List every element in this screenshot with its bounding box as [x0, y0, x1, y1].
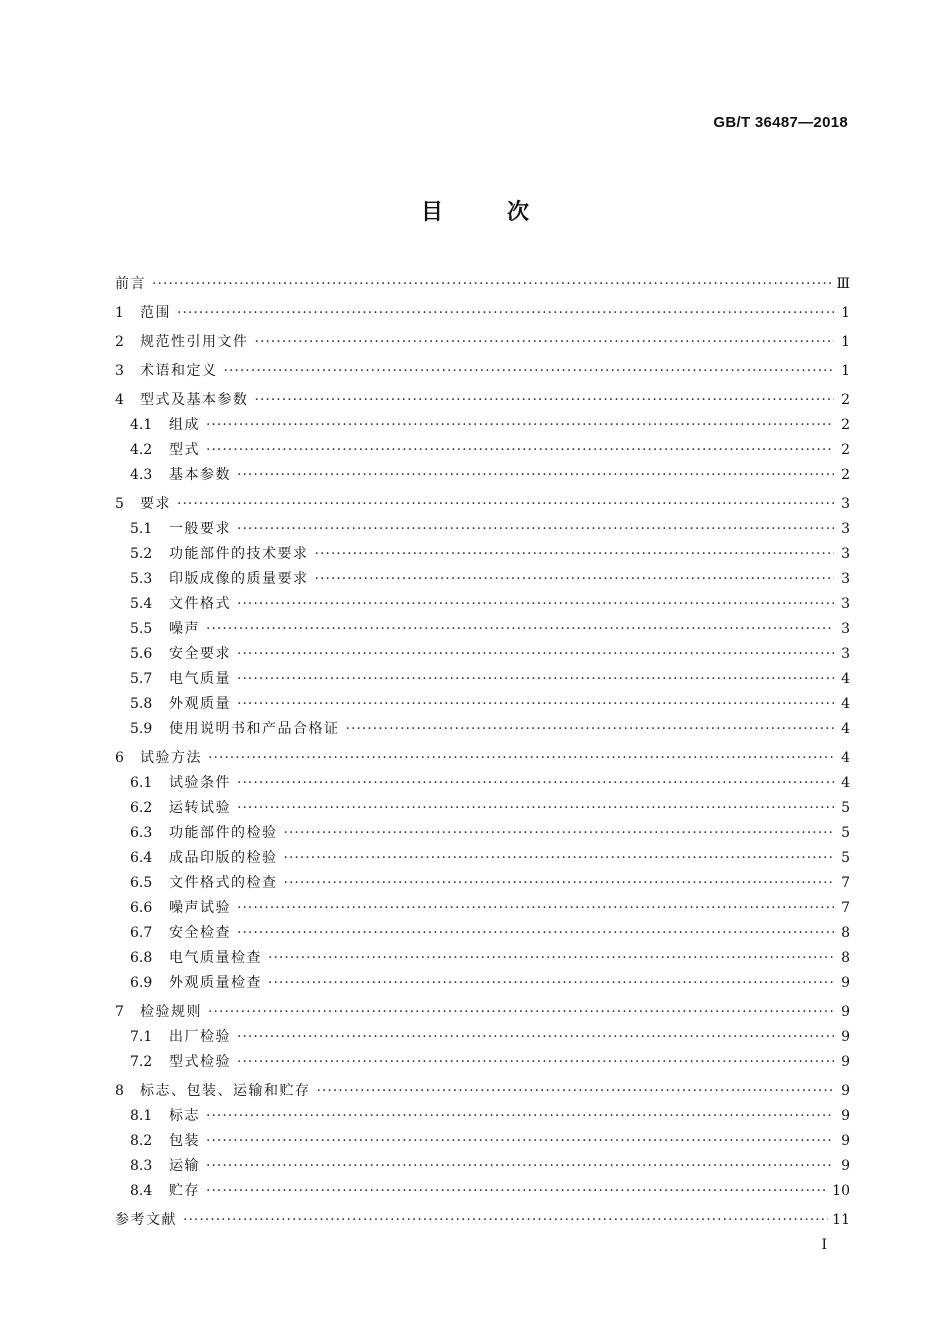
toc-entry-number: 4.3: [130, 467, 153, 483]
toc-entry-title: 试验条件: [169, 775, 231, 791]
toc-leader-dots: [183, 1208, 828, 1233]
toc-entry-page: 1: [841, 305, 850, 321]
toc-entry-number: 6.2: [130, 800, 153, 816]
toc-entry-number: 6: [115, 750, 124, 766]
toc-entry-number: 8.1: [130, 1108, 153, 1124]
page-title: [0, 195, 950, 226]
toc-leader-dots: [237, 1025, 834, 1050]
toc-entry-page: 2: [841, 442, 850, 458]
toc-entry-number: 5: [115, 496, 124, 512]
toc-entry-title: 电气质量: [169, 671, 231, 687]
toc-entry-title: 参考文献: [115, 1212, 177, 1228]
toc-leader-dots: [284, 846, 835, 871]
toc-entry-number: 5.9: [130, 721, 153, 737]
toc-entry-title: 包装: [169, 1133, 200, 1149]
toc-leader-dots: [237, 692, 834, 717]
toc-entry-number: 7: [115, 1004, 124, 1020]
toc-entry[interactable]: [115, 796, 850, 821]
toc-entry-page: 3: [841, 546, 850, 562]
toc-entry-title: 文件格式: [169, 596, 231, 612]
toc-leader-dots: [206, 1179, 828, 1204]
toc-entry-title: 安全要求: [169, 646, 231, 662]
toc-entry-page: 1: [841, 363, 850, 379]
toc-leader-dots: [237, 1050, 834, 1075]
toc-leader-dots: [346, 717, 835, 742]
toc-entry-title: 出厂检验: [169, 1029, 231, 1045]
toc-leader-dots: [237, 592, 834, 617]
toc-entry[interactable]: [115, 1154, 850, 1179]
toc-entry-number: 5.1: [130, 521, 153, 537]
toc-entry-title: 贮存: [169, 1183, 200, 1199]
toc-entry-number: 5.7: [130, 671, 153, 687]
toc-leader-dots: [268, 946, 834, 971]
toc-entry-page: 3: [841, 621, 850, 637]
toc-leader-dots: [315, 567, 835, 592]
toc-entry-title: 使用说明书和产品合格证: [169, 721, 340, 737]
toc-entry[interactable]: [115, 492, 850, 517]
toc-entry-page: 3: [841, 496, 850, 512]
toc-leader-dots: [237, 667, 834, 692]
toc-entry[interactable]: [115, 388, 850, 413]
toc-entry-title: 型式检验: [169, 1054, 231, 1070]
toc-entry-page: 4: [841, 696, 850, 712]
toc-leader-dots: [315, 542, 835, 567]
toc-entry[interactable]: [115, 463, 850, 488]
table-of-contents: [115, 272, 850, 1233]
toc-entry[interactable]: [115, 692, 850, 717]
toc-leader-dots: [152, 272, 832, 297]
toc-entry-page: Ⅲ: [836, 276, 850, 292]
toc-entry-number: 7.1: [130, 1029, 153, 1045]
toc-entry-number: 4.2: [130, 442, 153, 458]
toc-entry-page: 3: [841, 521, 850, 537]
toc-leader-dots: [208, 1000, 834, 1025]
toc-leader-dots: [206, 438, 834, 463]
toc-entry[interactable]: [115, 1025, 850, 1050]
toc-entry[interactable]: [115, 717, 850, 742]
toc-entry-title: 印版成像的质量要求: [169, 571, 309, 587]
toc-entry-page: 9: [841, 1029, 850, 1045]
toc-entry-number: 6.9: [130, 975, 153, 991]
toc-entry-number: 5.6: [130, 646, 153, 662]
toc-entry-title: 组成: [169, 417, 200, 433]
toc-entry-page: 5: [841, 800, 850, 816]
toc-entry-title: 范围: [140, 305, 171, 321]
page-title-char-1: 目: [420, 200, 443, 225]
toc-entry-number: 4.1: [130, 417, 153, 433]
toc-leader-dots: [208, 746, 834, 771]
toc-entry-page: 2: [841, 467, 850, 483]
toc-entry-title: 运输: [169, 1158, 200, 1174]
toc-entry-page: 7: [841, 900, 850, 916]
page-title-char-2: 次: [506, 200, 529, 225]
toc-entry-title: 电气质量检查: [169, 950, 262, 966]
toc-entry[interactable]: [115, 846, 850, 871]
toc-leader-dots: [177, 492, 834, 517]
toc-entry-title: 标志、包装、运输和贮存: [140, 1083, 311, 1099]
toc-entry[interactable]: [115, 272, 850, 297]
toc-entry[interactable]: [115, 1079, 850, 1104]
toc-leader-dots: [237, 463, 834, 488]
toc-leader-dots: [224, 359, 835, 384]
toc-entry[interactable]: [115, 359, 850, 384]
toc-entry[interactable]: [115, 946, 850, 971]
toc-entry-page: 2: [841, 417, 850, 433]
toc-leader-dots: [206, 617, 834, 642]
toc-entry-page: 8: [841, 950, 850, 966]
toc-leader-dots: [206, 1154, 834, 1179]
toc-entry-page: 9: [841, 975, 850, 991]
toc-entry-title: 型式及基本参数: [140, 392, 249, 408]
toc-entry-title: 噪声试验: [169, 900, 231, 916]
toc-entry[interactable]: [115, 896, 850, 921]
toc-entry[interactable]: [115, 517, 850, 542]
toc-leader-dots: [237, 796, 834, 821]
toc-entry-title: 标志: [169, 1108, 200, 1124]
toc-entry-title: 运转试验: [169, 800, 231, 816]
toc-entry-number: 7.2: [130, 1054, 153, 1070]
toc-entry-number: 6.8: [130, 950, 153, 966]
toc-entry[interactable]: [115, 1000, 850, 1025]
toc-entry[interactable]: [115, 542, 850, 567]
toc-entry-number: 8.2: [130, 1133, 153, 1149]
toc-entry-page: 7: [841, 875, 850, 891]
toc-entry[interactable]: [115, 642, 850, 667]
toc-entry-number: 6.6: [130, 900, 153, 916]
toc-entry[interactable]: [115, 1129, 850, 1154]
toc-leader-dots: [237, 921, 834, 946]
toc-entry[interactable]: [115, 667, 850, 692]
toc-entry[interactable]: [115, 1179, 850, 1204]
toc-entry-page: 9: [841, 1133, 850, 1149]
toc-leader-dots: [284, 821, 835, 846]
toc-entry-page: 3: [841, 571, 850, 587]
toc-entry-number: 6.4: [130, 850, 153, 866]
toc-entry[interactable]: [115, 617, 850, 642]
toc-entry-page: 1: [841, 334, 850, 350]
toc-entry-number: 8.4: [130, 1183, 153, 1199]
toc-entry-title: 检验规则: [140, 1004, 202, 1020]
toc-entry[interactable]: [115, 1050, 850, 1075]
toc-entry-page: 3: [841, 646, 850, 662]
toc-leader-dots: [177, 301, 834, 326]
toc-entry-number: 2: [115, 334, 124, 350]
toc-entry-title: 安全检查: [169, 925, 231, 941]
toc-entry-page: 2: [841, 392, 850, 408]
toc-entry-number: 8: [115, 1083, 124, 1099]
toc-entry-page: 9: [841, 1108, 850, 1124]
toc-entry-title: 成品印版的检验: [169, 850, 278, 866]
toc-entry-number: 1: [115, 305, 124, 321]
toc-entry-page: 9: [841, 1004, 850, 1020]
toc-leader-dots: [255, 388, 835, 413]
toc-entry[interactable]: [115, 413, 850, 438]
toc-entry-title: 要求: [140, 496, 171, 512]
toc-entry[interactable]: [115, 871, 850, 896]
toc-entry-title: 型式: [169, 442, 200, 458]
toc-entry-number: 5.8: [130, 696, 153, 712]
toc-entry-page: 9: [841, 1054, 850, 1070]
toc-leader-dots: [206, 1104, 834, 1129]
standard-code: GB/T 36487—2018: [713, 114, 848, 131]
toc-entry-title: 噪声: [169, 621, 200, 637]
toc-entry-number: 5.5: [130, 621, 153, 637]
toc-entry-number: 5.2: [130, 546, 153, 562]
toc-entry-page: 4: [841, 775, 850, 791]
toc-entry-page: 4: [841, 671, 850, 687]
toc-entry-title: 基本参数: [169, 467, 231, 483]
toc-entry-number: 6.3: [130, 825, 153, 841]
toc-entry-number: 5.3: [130, 571, 153, 587]
toc-leader-dots: [206, 1129, 834, 1154]
toc-entry-title: 试验方法: [140, 750, 202, 766]
toc-leader-dots: [268, 971, 834, 996]
toc-entry-title: 一般要求: [169, 521, 231, 537]
toc-entry[interactable]: [115, 821, 850, 846]
toc-entry-title: 规范性引用文件: [140, 334, 249, 350]
toc-entry-page: 10: [832, 1183, 850, 1199]
toc-entry[interactable]: [115, 921, 850, 946]
toc-entry-title: 术语和定义: [140, 363, 218, 379]
toc-entry-page: 8: [841, 925, 850, 941]
toc-entry-page: 5: [841, 825, 850, 841]
toc-entry-title: 文件格式的检查: [169, 875, 278, 891]
toc-entry-page: 9: [841, 1083, 850, 1099]
toc-leader-dots: [317, 1079, 835, 1104]
toc-entry[interactable]: [115, 438, 850, 463]
toc-entry-number: 5.4: [130, 596, 153, 612]
toc-leader-dots: [206, 413, 834, 438]
toc-entry-page: 3: [841, 596, 850, 612]
toc-entry[interactable]: [115, 330, 850, 355]
toc-entry-number: 6.7: [130, 925, 153, 941]
toc-entry-number: 6.1: [130, 775, 153, 791]
toc-leader-dots: [237, 896, 834, 921]
toc-entry[interactable]: [115, 1104, 850, 1129]
toc-entry[interactable]: [115, 592, 850, 617]
toc-entry-page: 4: [841, 721, 850, 737]
toc-entry-number: 3: [115, 363, 124, 379]
toc-entry-title: 功能部件的技术要求: [169, 546, 309, 562]
toc-entry-title: 外观质量检查: [169, 975, 262, 991]
toc-entry-page: 11: [832, 1212, 850, 1228]
toc-entry-title: 外观质量: [169, 696, 231, 712]
toc-leader-dots: [237, 771, 834, 796]
toc-entry-number: 8.3: [130, 1158, 153, 1174]
toc-entry-title: 功能部件的检验: [169, 825, 278, 841]
toc-entry-number: 4: [115, 392, 124, 408]
toc-entry[interactable]: [115, 1208, 850, 1233]
toc-leader-dots: [255, 330, 835, 355]
toc-entry[interactable]: [115, 301, 850, 326]
toc-entry[interactable]: [115, 971, 850, 996]
toc-entry-page: 4: [841, 750, 850, 766]
toc-entry[interactable]: [115, 746, 850, 771]
footer-page-number: I: [821, 1237, 827, 1253]
toc-leader-dots: [237, 642, 834, 667]
toc-leader-dots: [284, 871, 835, 896]
toc-leader-dots: [237, 517, 834, 542]
toc-entry-page: 5: [841, 850, 850, 866]
toc-entry[interactable]: [115, 771, 850, 796]
toc-entry-title: 前言: [115, 276, 146, 292]
toc-entry-number: 6.5: [130, 875, 153, 891]
toc-entry[interactable]: [115, 567, 850, 592]
toc-entry-page: 9: [841, 1158, 850, 1174]
